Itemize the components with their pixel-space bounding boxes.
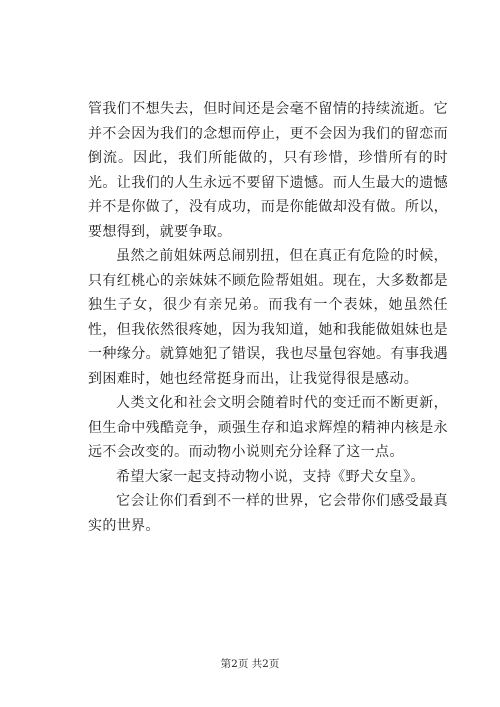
paragraph-4: 希望大家一起支持动物小说，支持《野犬女皇》。	[116, 468, 425, 485]
paragraph-1: 管我们不想失去，但时间还是会毫不留情的持续流逝。它并不会因为我们的念想而停止，更不会因为我们的留恋而倒流。因此，我们所能做的，只有珍惜，珍惜所有的时光。让我们的人生永远不要留下遗憾。而人生最大的遗憾并不是你做了，没有成功，而是你能做却没有做。所以，要想得到，就要争取。	[88, 101, 448, 240]
page-number-footer: 第2页 共2页	[220, 658, 280, 670]
paragraph-3: 人类文化和社会文明会随着时代的变迁而不断更新，但生命中残酷竞争，顽强生存和追求辉煌的精神内核是永远不会改变的。而动物小说则充分诠释了这一点。	[88, 395, 448, 460]
paragraph-5: 它会让你们看到不一样的世界，它会带你们感受最真实的世界。	[88, 493, 448, 534]
paragraph-2: 虽然之前姐妹两总闹别扭，但在真正有危险的时候，只有红桃心的亲妹妹不顾危险帮姐姐。现在，大多数都是独生子女，很少有亲兄弟。而我有一个表妹，她虽然任性，但我依然很疼她，因为我知道，她和我能做姐妹也是一种缘分。就算她犯了错误，我也尽量包容她。有事我遇到困难时，她也经常挺身而出，让我觉得很是感动。	[88, 248, 448, 387]
document-body	[88, 97, 448, 538]
